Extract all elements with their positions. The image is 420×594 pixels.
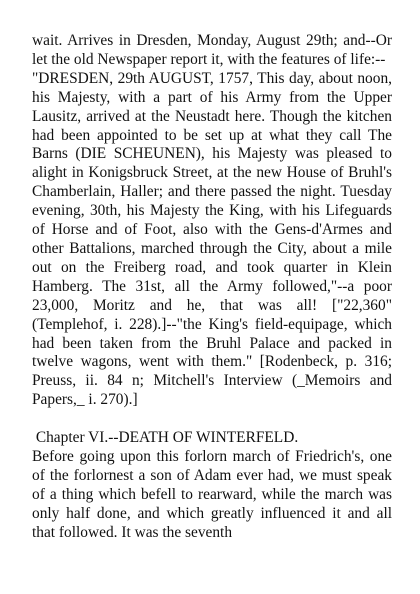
paragraph-newspaper-report: "DRESDEN, 29th AUGUST, 1757, This day, about noon, his Majesty, with a part of his Army from the Upper Lausitz, arrived at the Neustadt here. Though the kitchen had been appointed to be set up at what they call The Barns (DIE SCHEUNEN), his Majesty was pleased to alight in Konigsbruck Street, at the new House of Bruhl's Chamberlain, Haller; and there passed the night. Tuesday evening, 30th, his Majesty the King, with his Lifeguards of Horse and of Foot, also with the Gens-d'Armes and other Battalions, marched through the City, about a mile out on the Freiberg road, and took quarter in Klein Hamberg. The 31st, all the Army followed,"--a poor 23,000, Moritz and he, that was all! ["22,360" (Templehof, i. 228).]--"the King's field-equipage, which had been taken from the Bruhl Palace and packed in twelve wagons, went with them." [Rodenbeck, p. 316; Preuss, ii. 84 n; Mitchell's Interview (_Memoirs and Papers,_ i. 270).] [32, 69, 392, 409]
paragraph-intro: wait. Arrives in Dresden, Monday, August 29th; and--Or let the old Newspaper report it, with the features of life:-- [32, 32, 392, 68]
paragraph-spacer [32, 410, 392, 429]
chapter-heading: Chapter VI.--DEATH OF WINTERFELD. [32, 429, 299, 447]
paragraph-chapter-opening: Before going upon this forlorn march of Friedrich's, one of the forlornest a son of Adam ever had, we must speak of a thing which befell to rearward, while the march was only half done, and which greatly influenced it and all that followed. It was the seventh [32, 448, 392, 541]
document-page [32, 32, 392, 543]
